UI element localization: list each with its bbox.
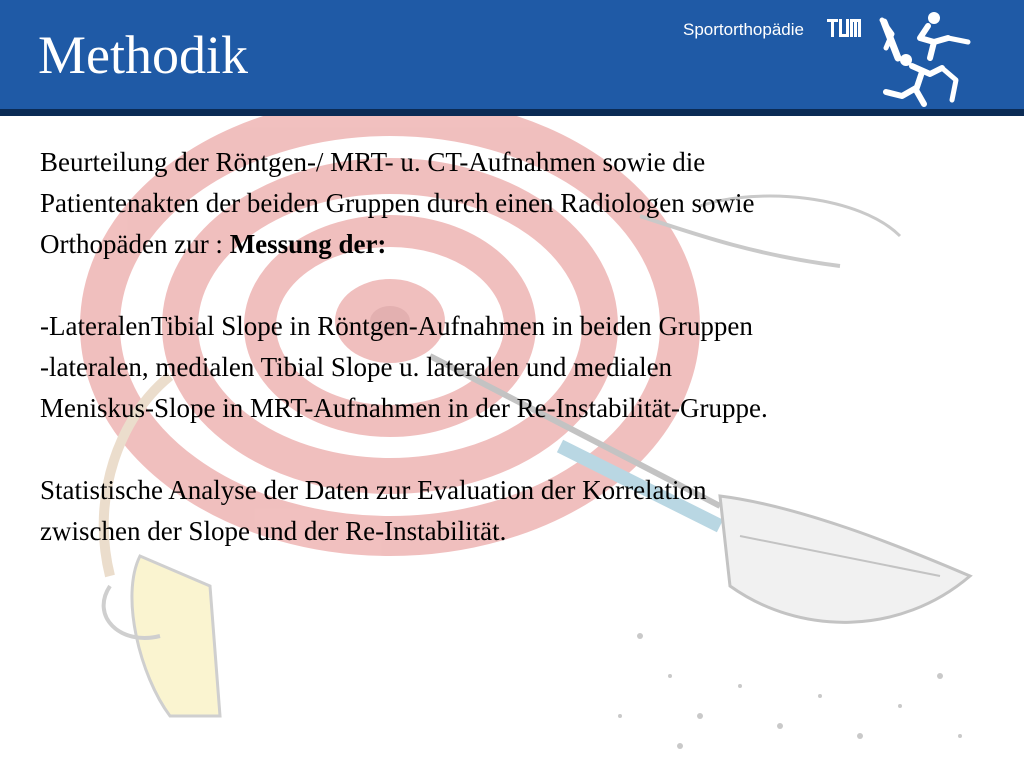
department-label: Sportorthopädie [683,20,804,39]
text-line: Statistische Analyse der Daten zur Evaluation der Korrelation [40,475,707,505]
header-bar [0,0,1024,116]
text-line: Beurteilung der Röntgen-/ MRT- u. CT-Aufnahmen sowie die [40,147,706,177]
slide-title: Methodik [38,25,248,85]
text-line: -lateralen, medialen Tibial Slope u. lateralen und medialen [40,352,673,382]
measurement-paragraph [40,306,1000,429]
text-line: Orthopäden zur : [40,229,230,259]
spacer [40,265,1000,306]
assessment-paragraph [40,142,1000,265]
text-line: zwischen der Slope und der Re-Instabilität. [40,516,507,546]
text-line: Meniskus-Slope in MRT-Aufnahmen in der Re-Instabilität-Gruppe. [40,393,768,423]
tum-logo-icon [826,18,862,38]
statistics-paragraph [40,470,1000,552]
bold-text: Messung der: [229,229,387,259]
spacer [40,429,1000,470]
text-line: Patientenakten der beiden Gruppen durch einen Radiologen sowie [40,188,755,218]
text-line: -LateralenTibial Slope in Röntgen-Aufnahmen in beiden Gruppen [40,311,753,341]
sport-figures-icon [872,8,980,108]
slide-body [40,142,1000,552]
